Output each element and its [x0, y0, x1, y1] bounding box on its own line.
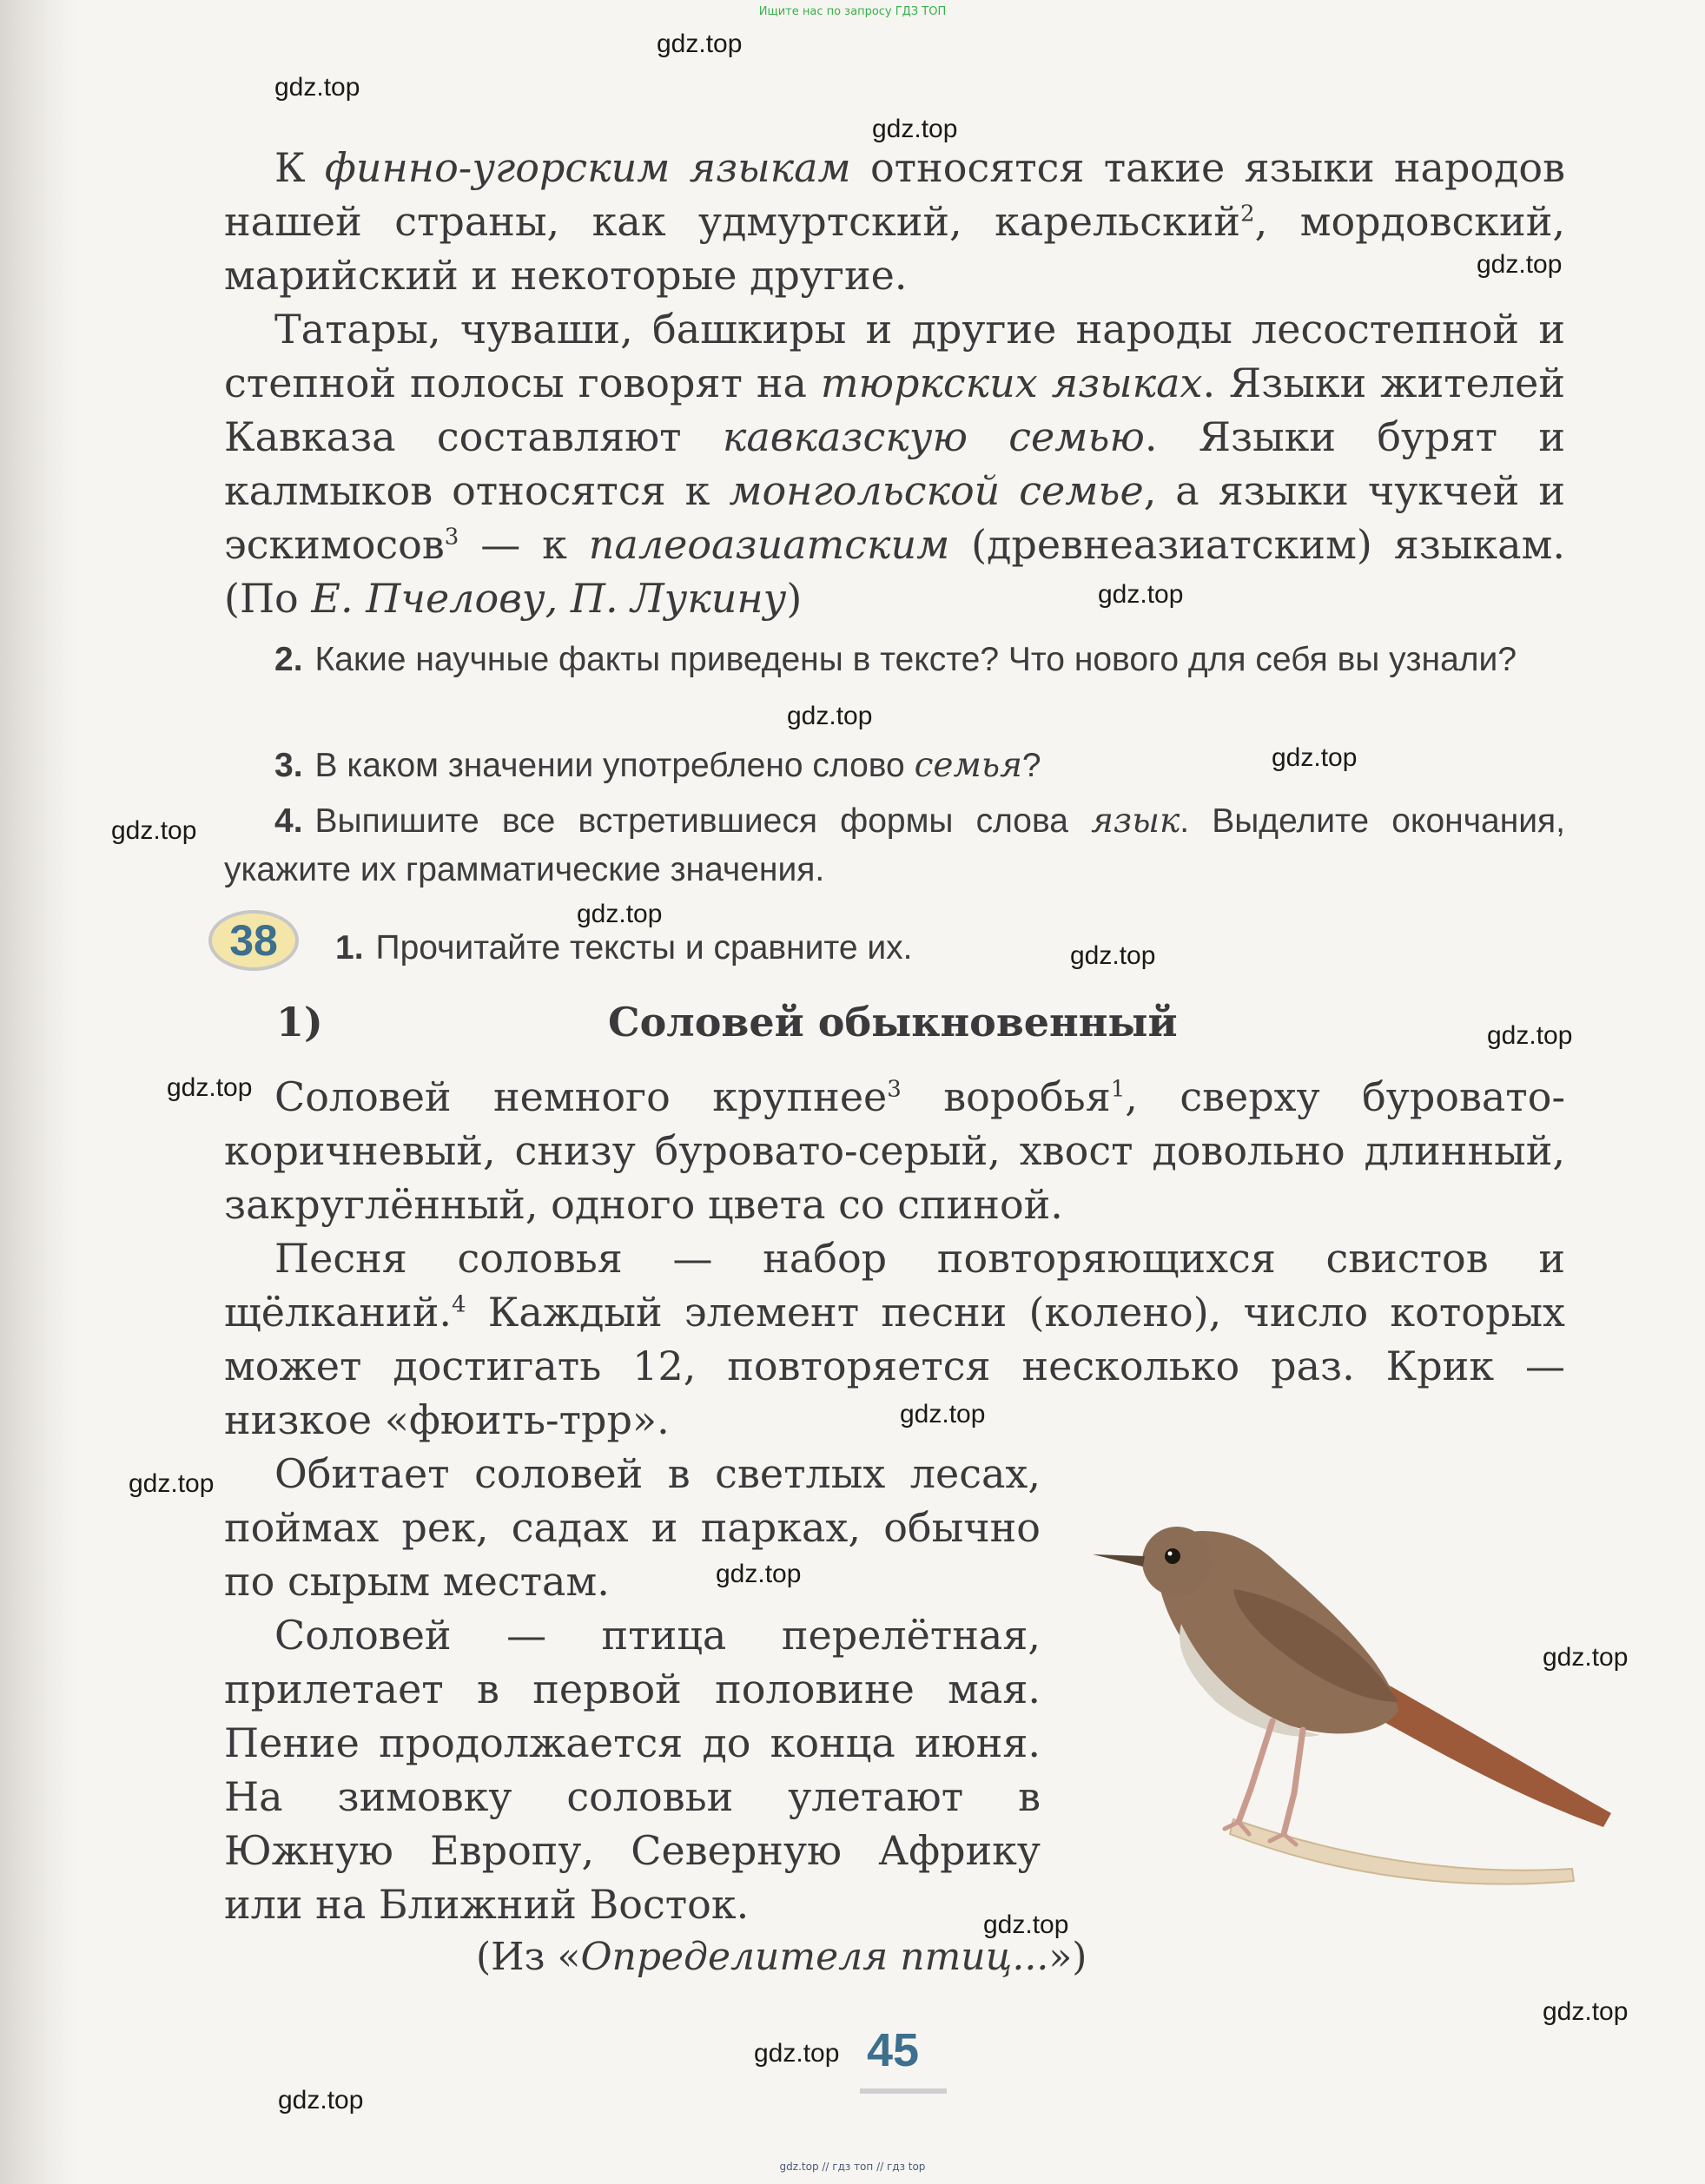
text-title: Соловей обыкновенный: [608, 999, 1178, 1046]
text-index: 1): [276, 999, 323, 1046]
watermark: gdz.top: [1543, 1643, 1629, 1672]
watermark: gdz.top: [657, 30, 743, 58]
nightingale-paragraph-1: Соловей немного крупнее$^3$ воробья$^1$, сверху буровато-коричневый, снизу буровато-серый, хвост довольно длинный, закруглённый, одного цвета со спиной.: [224, 1073, 1565, 1228]
task-2: 2. Какие научные факты приведены в тексте? Что нового для себя вы узнали?: [274, 641, 1517, 678]
bottom-banner: gdz.top // гдз топ // гдз top: [779, 2161, 926, 2173]
watermark: gdz.top: [278, 2086, 364, 2115]
watermark: gdz.top: [1272, 743, 1358, 772]
intro-paragraph-1: К финно-угорским языкам относятся такие языки народов нашей страны, как удмуртский, карельский$^2$, мордовский, марийский и некоторые другие.: [224, 144, 1565, 299]
watermark: gdz.top: [754, 2039, 840, 2068]
nightingale-text-bottom: [224, 1447, 1041, 1931]
watermark: gdz.top: [1098, 580, 1184, 609]
watermark: gdz.top: [716, 1560, 802, 1588]
intro-paragraph-2: Татары, чуваши, башкиры и другие народы лесостепной и степной полосы говорят на тюркских языках. Языки жителей Кавказа составляют кавказскую семью. Языки бурят и калмыков относятся к монгольской семье, а языки чукчей и эскимосов$^3$ — к палеоазиатским (древнеазиатским) языкам. (По Е. Пчелову, П. Лукину): [224, 306, 1566, 622]
watermark: gdz.top: [577, 900, 663, 928]
watermark: gdz.top: [1477, 250, 1563, 279]
page-gutter-shadow: [0, 0, 78, 2184]
page-number: 45: [867, 2024, 920, 2076]
watermark: gdz.top: [983, 1910, 1069, 1939]
text-source: (Из «Определителя птиц...»): [476, 1935, 1087, 1979]
nightingale-illustration: [1086, 1494, 1624, 1910]
watermark: gdz.top: [900, 1400, 986, 1429]
nightingale-paragraph-3: Обитает соловей в светлых лесах, поймах рек, садах и парках, обычно по сырым местам.: [224, 1450, 1041, 1605]
nightingale-paragraph-2: Песня соловья — набор повторяющихся свистов и щёлканий.$^4$ Каждый элемент песни (колено), число которых может достигать 12, повторяется несколько раз. Крик — низкое «фюить-трр».: [224, 1235, 1565, 1443]
watermark: gdz.top: [787, 702, 873, 730]
watermark: gdz.top: [274, 73, 360, 102]
watermark: gdz.top: [111, 816, 197, 845]
watermark: gdz.top: [1070, 941, 1156, 970]
exercise-number-badge: 38: [208, 910, 299, 971]
top-banner: Ищите нас по запросу ГДЗ ТОП: [758, 5, 947, 18]
task-3: 3. В каком значении употреблено слово семья?: [274, 746, 1041, 785]
intro-text: [224, 141, 1565, 625]
task-4: 4. Выпишите все встретившиеся формы слова язык. Выделите окончания, укажите их грамматические значения.: [224, 802, 1565, 888]
watermark: gdz.top: [167, 1073, 253, 1102]
watermark: gdz.top: [1543, 1997, 1629, 2026]
page-number-underline: [860, 2088, 947, 2094]
watermark: gdz.top: [1487, 1021, 1573, 1050]
nightingale-paragraph-4: Соловей — птица перелётная, прилетает в первой половине мая. Пение продолжается до конца июня. На зимовку соловьи улетают в Южную Европу, Северную Африку или на Ближний Восток.: [224, 1612, 1041, 1928]
exercise-task-1: 1. Прочитайте тексты и сравните их.: [335, 929, 913, 967]
watermark: gdz.top: [872, 115, 958, 143]
watermark: gdz.top: [129, 1469, 215, 1498]
nightingale-text-top: [224, 1070, 1565, 1447]
